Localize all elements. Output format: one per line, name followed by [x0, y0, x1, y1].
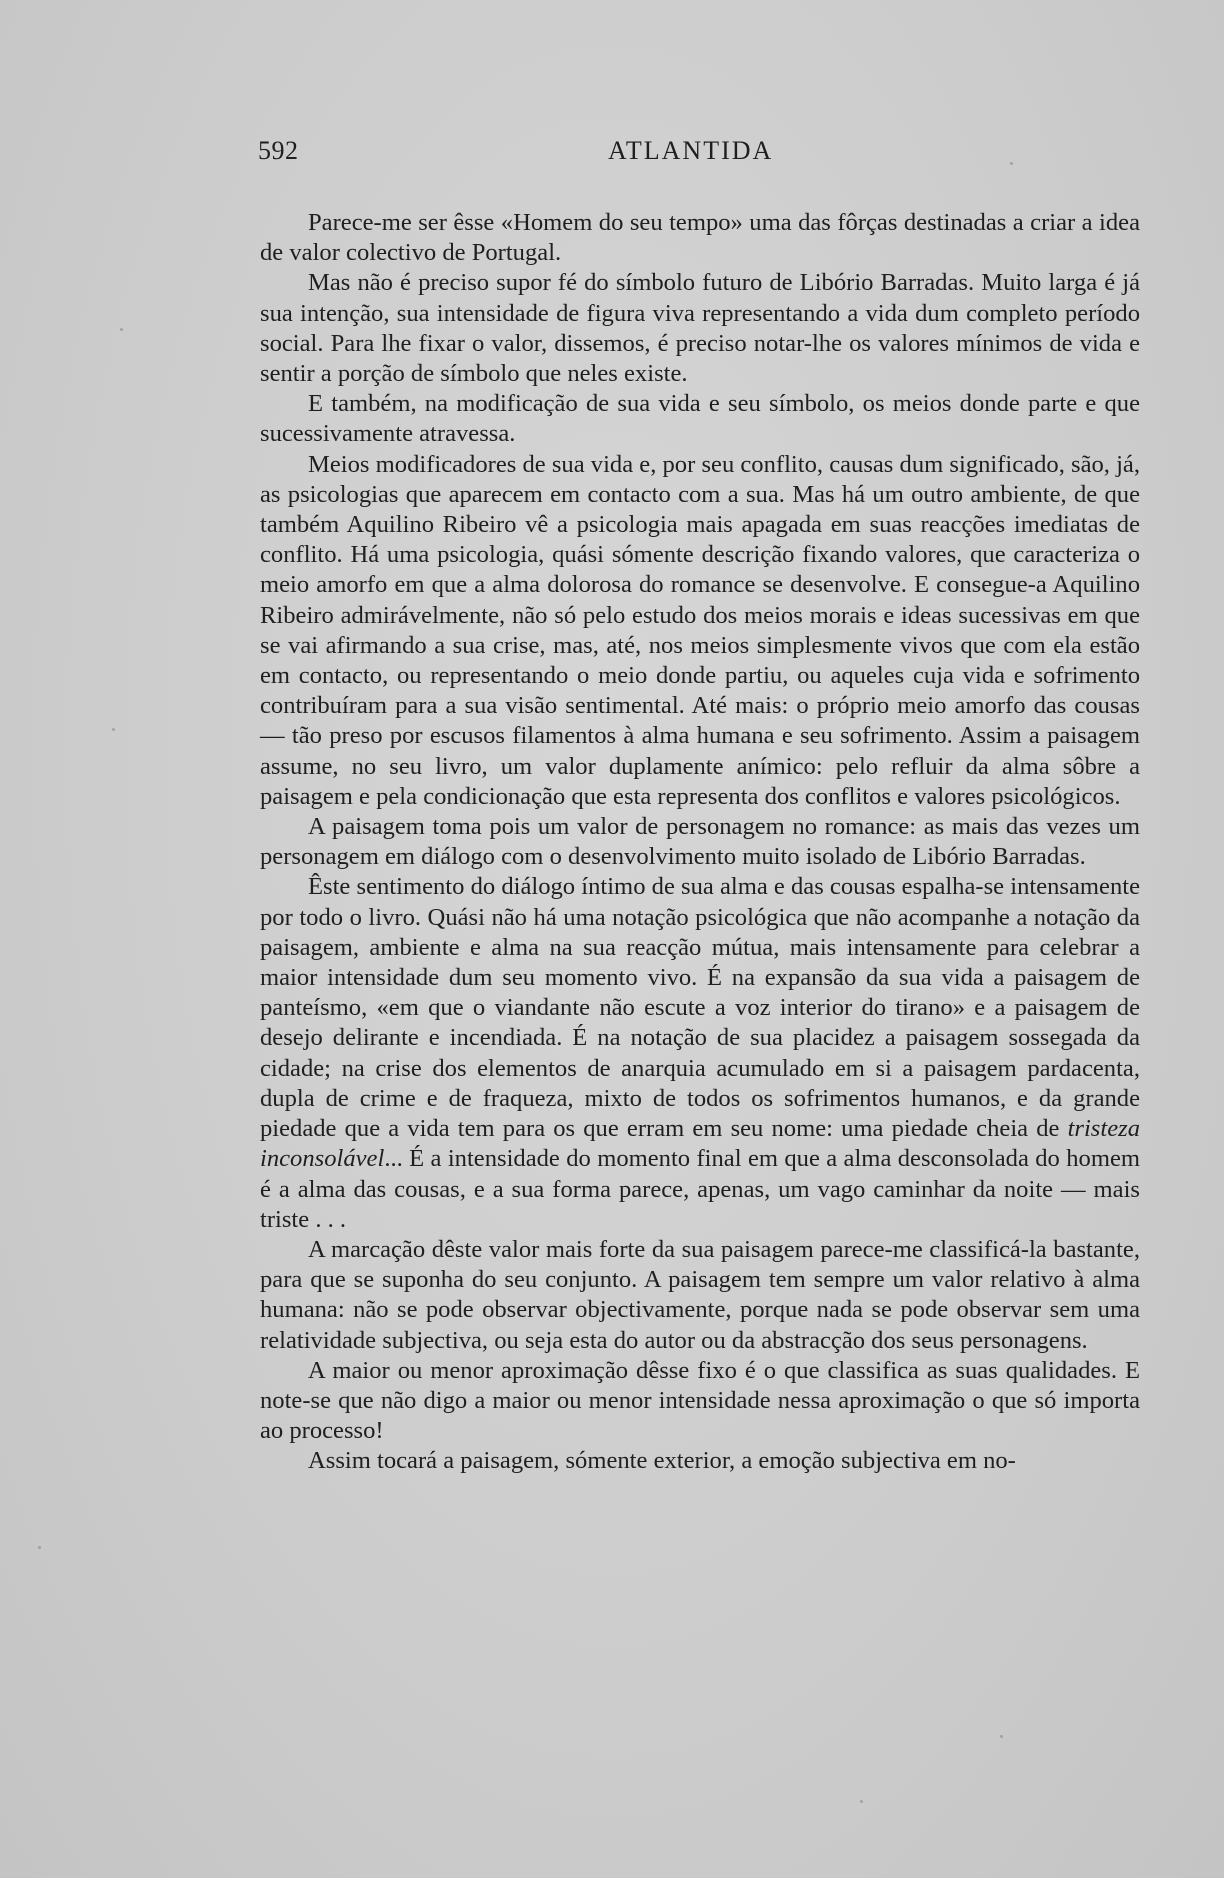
paragraph-text: Êste sentimento do diálogo íntimo de sua alma e das cousas espalha-se intensamente por todo o livro. Quási não há uma notação psicológica que não acompanhe a notação da paisagem, ambiente e alma na sua reacção mútua, mais intensamente para celebrar a maior intensidade dum seu momento vivo. É na expansão da sua vida a paisagem de panteísmo, «em que o viandante não escute a voz interior do tirano» e a paisagem de desejo delirante e incendiada. É na notação de sua placidez a paisagem sossegada da cidade; na crise dos elementos de anarquia acumulado em si a paisagem pardacenta, dupla de crime e de fraqueza, mixto de todos os sofrimentos humanos, e da grande piedade que a vida tem para os que erram em seu nome: uma piedade cheia de [260, 873, 1140, 1143]
running-title: ATLANTIDA [608, 136, 774, 165]
paragraph: Assim tocará a paisagem, sómente exterior, a emoção subjectiva em no- [308, 1447, 1016, 1475]
scan-speck [38, 1546, 41, 1549]
running-head [258, 136, 1138, 176]
scan-speck [860, 1800, 863, 1803]
paragraph: Mas não é preciso supor fé do símbolo futuro de Libório Barradas. Muito larga é já sua intenção, sua intensidade de figura viva representando a vida dum completo período social. Para lhe fixar o valor, dissemos, é preciso notar-lhe os valores mínimos de vida e sentir a porção de símbolo que neles existe. [260, 269, 1140, 388]
paragraph: A maior ou menor aproximação dêsse fixo é o que classifica as suas qualidades. E note-se que não digo a maior ou menor intensidade nessa aproximação o que só importa ao processo! [260, 1356, 1140, 1445]
italic-phrase: tristeza inconsolável [260, 1115, 1140, 1173]
paragraph: A paisagem toma pois um valor de personagem no romance: as mais das vezes um personagem em diálogo com o desenvolvimento muito isolado de Libório Barradas. [260, 813, 1140, 871]
paragraph: A marcação dêste valor mais forte da sua paisagem parece-me classificá-la bastante, para que se suponha do seu conjunto. A paisagem tem sempre um valor relativo à alma humana: não se pode observar objectivamente, porque nada se pode observar sem uma relatividade subjectiva, ou seja esta do autor ou da abstracção dos seus personagens. [260, 1235, 1140, 1354]
paragraph: Parece-me ser êsse «Homem do seu tempo» uma das fôrças destinadas a criar a idea de valor colectivo de Portugal. [260, 209, 1140, 267]
scan-speck [112, 728, 115, 731]
scan-speck [1000, 1735, 1003, 1738]
body-text [260, 208, 1140, 1477]
paragraph-with-italic [260, 872, 1140, 1234]
page-number: 592 [258, 136, 299, 165]
paragraph-text: ... É a intensidade do momento final em que a alma desconsolada do homem é a alma das cousas, e a sua forma parece, apenas, um vago caminhar da noite — mais triste . . . [260, 1145, 1140, 1233]
scan-speck [120, 328, 123, 331]
paragraph: E também, na modificação de sua vida e seu símbolo, os meios donde parte e que sucessivamente atravessa. [260, 390, 1140, 448]
paragraph: Meios modificadores de sua vida e, por seu conflito, causas dum significado, são, já, as psicologias que aparecem em contacto com a sua. Mas há um outro ambiente, de que também Aquilino Ribeiro vê a psicologia mais apagada em suas reacções imediatas de conflito. Há uma psicologia, quási sómente descrição fixando valores, que caracteriza o meio amorfo em que a alma dolorosa do romance se desenvolve. E consegue-a Aquilino Ribeiro admirávelmente, não só pelo estudo dos meios morais e ideas sucessivas em que se vai afirmando a sua crise, mas, até, nos meios simplesmente vivos que com ela estão em contacto, ou representando o meio donde partiu, ou aqueles cuja vida e sofrimento contribuíram para a sua visão sentimental. Até mais: o próprio meio amorfo das cousas — tão preso por escusos filamentos à alma humana e seu sofrimento. Assim a paisagem assume, no seu livro, um valor duplamente anímico: pelo refluir da alma sôbre a paisagem e pela condicionação que esta representa dos conflitos e valores psicológicos. [260, 450, 1140, 810]
